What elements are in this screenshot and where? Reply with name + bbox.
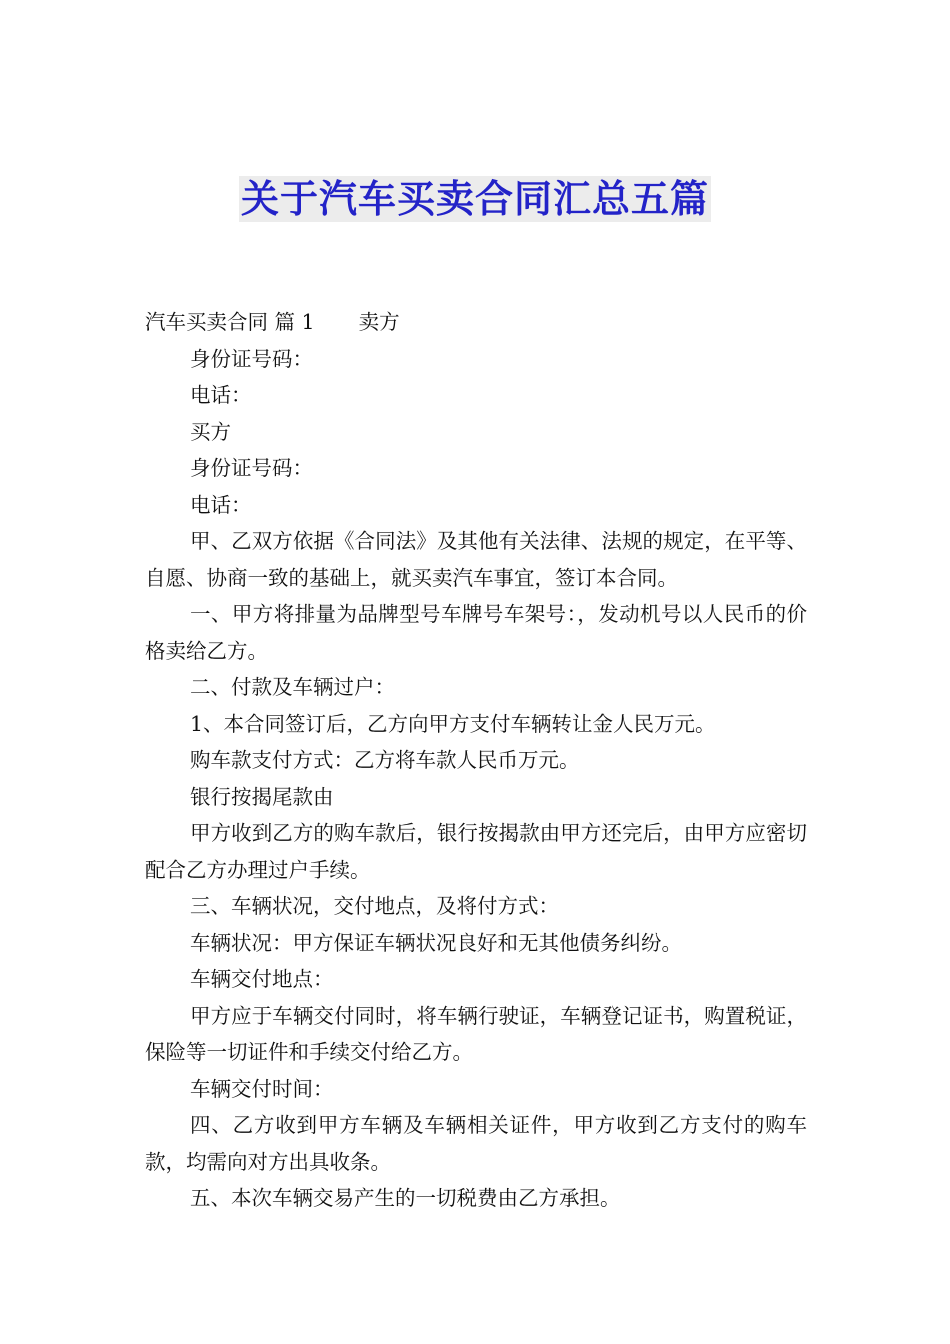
paragraph: 四、乙方收到甲方车辆及车辆相关证件，甲方收到乙方支付的购车款，均需向对方出具收条。: [145, 1113, 807, 1174]
paragraph: 一、甲方将排量为品牌型号车牌号车架号：，发动机号以人民币的价格卖给乙方。: [145, 602, 807, 663]
paragraph: 买方: [190, 419, 231, 444]
seller-label: 卖方: [358, 310, 400, 334]
paragraph: 甲方收到乙方的购车款后，银行按揭款由甲方还完后，由甲方应密切配合乙方办理过户手续。: [145, 821, 807, 882]
paragraph: 二、付款及车辆过户：: [190, 675, 395, 699]
paragraph: 电话：: [190, 492, 252, 517]
paragraph: 甲方应于车辆交付同时，将车辆行驶证，车辆登记证书，购置税证，保险等一切证件和手续交付给乙方。: [145, 1003, 807, 1064]
document-body: [145, 304, 807, 1217]
paragraph: 甲、乙双方依据《合同法》及其他有关法律、法规的规定，在平等、自愿、协商一致的基础上，就买卖汽车事宜，签订本合同。: [145, 529, 807, 590]
paragraph: 车辆交付地点：: [190, 967, 334, 991]
paragraph: 车辆状况：甲方保证车辆状况良好和无其他债务纠纷。: [190, 930, 682, 955]
paragraph: 1、本合同签订后，乙方向甲方支付车辆转让金人民万元。: [190, 711, 716, 736]
paragraph: 车辆交付时间：: [190, 1076, 334, 1101]
paragraph: 三、车辆状况，交付地点，及将付方式：: [190, 894, 559, 918]
document-title: 关于汽车买卖合同汇总五篇: [240, 177, 709, 221]
contract-heading-line: [145, 304, 807, 341]
paragraph: 身份证号码：: [190, 456, 313, 480]
paragraph: 银行按揭尾款由: [190, 784, 334, 809]
title-container: [0, 176, 950, 222]
contract-heading: 汽车买卖合同 篇 1: [145, 310, 315, 334]
paragraph: 电话：: [190, 383, 252, 407]
paragraph: 购车款支付方式：乙方将车款人民币万元。: [190, 748, 580, 772]
paragraph: 五、本次车辆交易产生的一切税费由乙方承担。: [190, 1186, 621, 1210]
paragraph: 身份证号码：: [190, 346, 313, 371]
